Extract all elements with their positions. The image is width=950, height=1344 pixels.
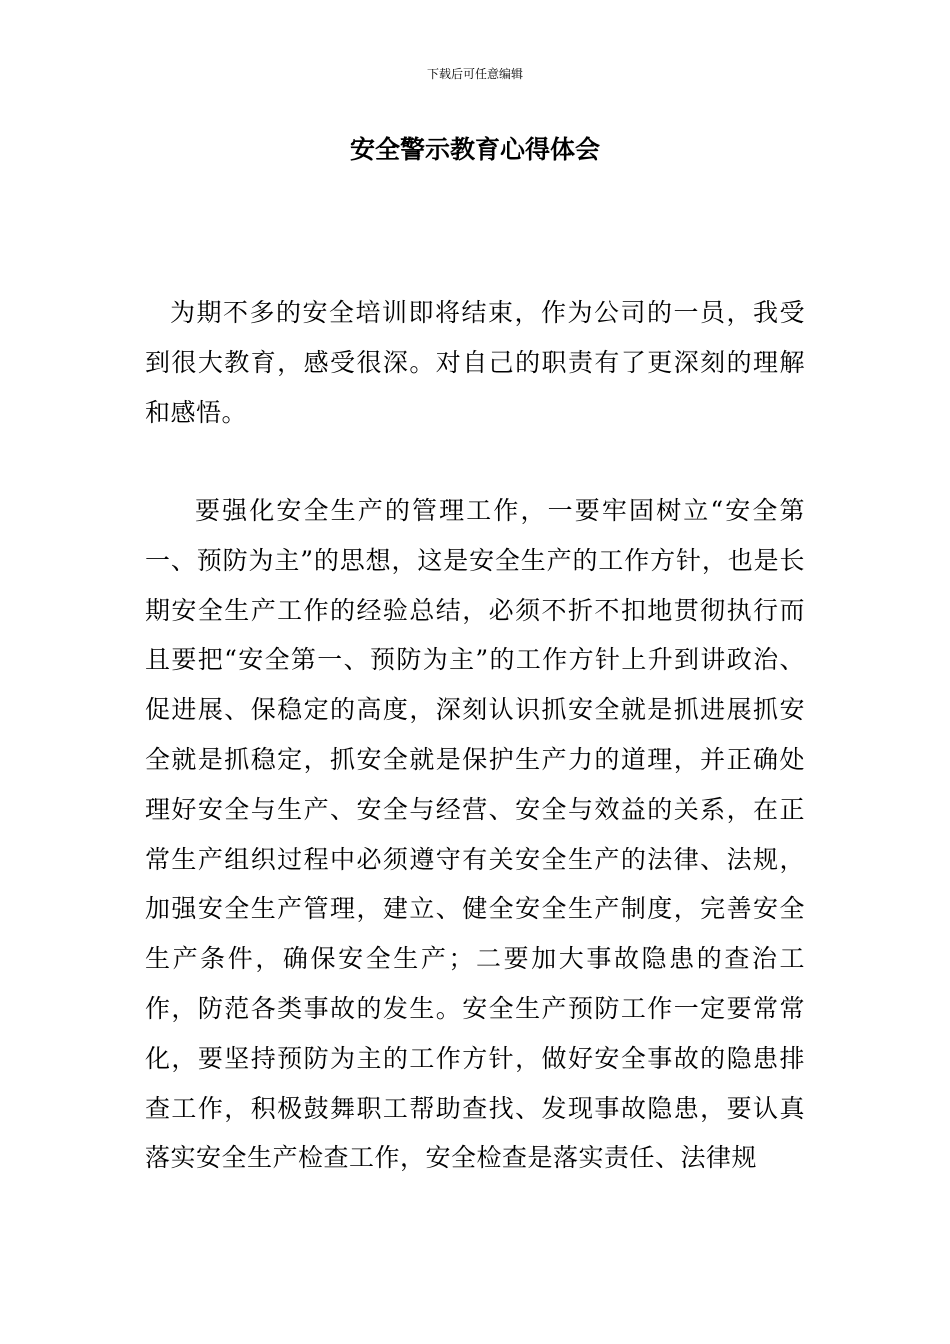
paragraph-intro: 为期不多的安全培训即将结束，作为公司的一员，我受到很大教育，感受很深。对自己的职责有了更深刻的理解和感悟。 bbox=[145, 298, 805, 427]
paragraph-main: 要强化安全生产的管理工作，一要牢固树立“安全第一、预防为主”的思想，这是安全生产的工作方针，也是长期安全生产工作的经验总结，必须不折不扣地贯彻执行而且要把“安全第一、预防为主”的工作方针上升到讲政治、促进展、保稳定的高度，深刻认识抓安全就是抓进展抓安全就是抓稳定，抓安全就是保护生产力的道理，并正确处理好安全与生产、安全与经营、安全与效益的关系，在正常生产组织过程中必须遵守有关安全生产的法律、法规，加强安全生产管理，建立、健全安全生产制度，完善安全生产条件，确保安全生产；二要加大事故隐患的查治工作，防范各类事故的发生。安全生产预防工作一定要常常化，要坚持预防为主的工作方针，做好安全事故的隐患排查工作，积极鼓舞职工帮助查找、发现事故隐患，要认真落实安全生产检查工作，安全检查是落实责任、法律规 bbox=[145, 496, 805, 1173]
header-note: 下载后可任意编辑 bbox=[426, 67, 523, 81]
document-title: 安全警示教育心得体会 bbox=[349, 135, 600, 164]
